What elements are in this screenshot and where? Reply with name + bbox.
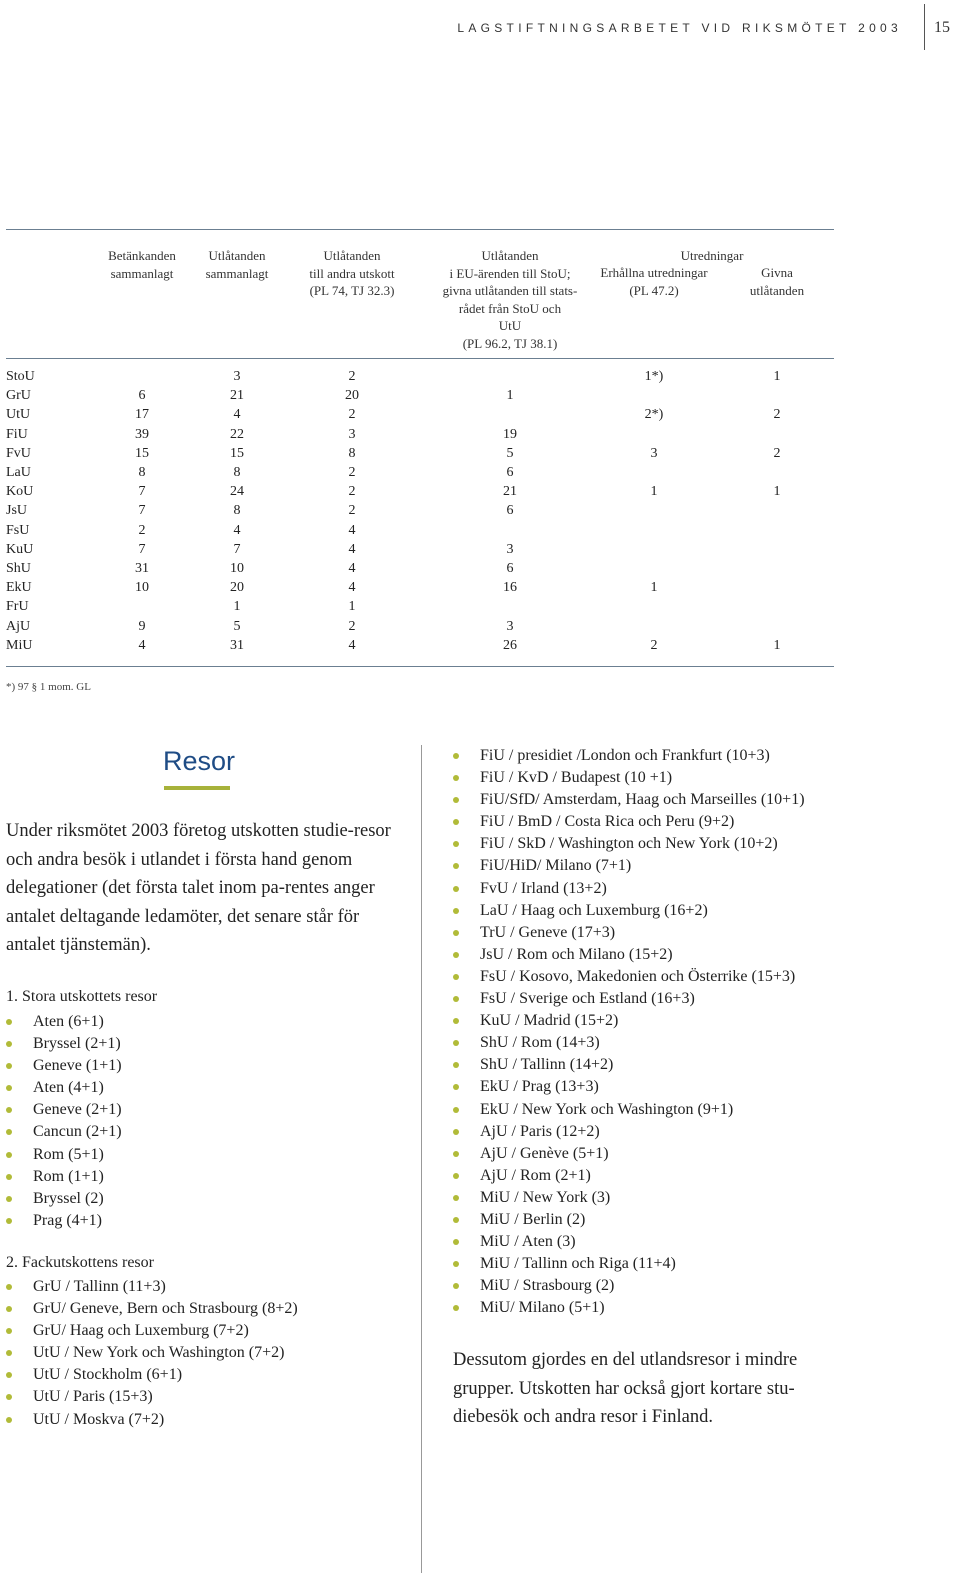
row-committee: LaU (6, 465, 31, 480)
list-item (453, 1253, 805, 1275)
cell-utlatanden: 20 (230, 580, 244, 596)
table-row (0, 407, 840, 426)
cell-utlatanden: 1 (233, 599, 241, 615)
row-committee: GrU (6, 388, 31, 404)
cell-utlatanden-andra-utskott: 2 (348, 465, 356, 480)
cell-givna-utlatanden: 2 (773, 407, 781, 423)
list-item (453, 745, 805, 767)
row-committee: FrU (6, 599, 29, 615)
bullet-icon (6, 1107, 12, 1113)
list-item (453, 1010, 805, 1032)
cell-betankanden: 10 (135, 580, 149, 596)
list-item-text: GrU/ Geneve, Bern och Strasbourg (8+2) (33, 1300, 298, 1318)
table-row (0, 388, 840, 407)
list-item (453, 811, 805, 833)
cell-utlatanden: 15 (230, 445, 244, 461)
cell-utlatanden-eu: 21 (503, 484, 517, 500)
list-item-text: FvU / Irland (13+2) (480, 879, 607, 897)
list-item-text: EkU / New York och Washington (9+1) (480, 1100, 734, 1118)
list-item-text: MiU/ Milano (5+1) (480, 1299, 605, 1317)
cell-utlatanden-eu: 6 (506, 503, 514, 519)
table-row (0, 638, 840, 657)
list-item-text: FiU / SkD / Washington och New York (10+2) (480, 835, 778, 853)
list-item-text: AjU / Rom (2+1) (480, 1166, 591, 1184)
cell-utlatanden: 21 (230, 388, 244, 404)
list-item (453, 1275, 805, 1297)
bullet-icon (453, 974, 459, 980)
list-item (6, 1099, 122, 1121)
stora-utskottets-heading: 1. Stora utskottets resor (6, 988, 158, 1005)
cell-utlatanden-andra-utskott: 2 (348, 484, 356, 500)
list-item-text: GrU / Tallinn (11+3) (33, 1278, 166, 1295)
list-item (453, 1297, 805, 1319)
section-title: Resor (163, 746, 236, 776)
table-header-rule (6, 358, 834, 359)
cell-utlatanden-andra-utskott: 2 (348, 369, 356, 384)
list-item (6, 1011, 122, 1033)
list-item (453, 789, 805, 811)
bullet-icon (453, 930, 459, 936)
list-item-text: AjU / Genève (5+1) (480, 1144, 609, 1162)
bullet-icon (6, 1174, 12, 1180)
cell-utlatanden-andra-utskott: 20 (345, 388, 359, 404)
cell-utlatanden: 5 (233, 618, 241, 634)
bullet-icon (453, 1261, 459, 1267)
cell-erhallna-utredningar: 3 (650, 445, 658, 461)
cell-utlatanden-andra-utskott: 4 (348, 580, 356, 596)
cell-utlatanden-eu: 6 (506, 465, 514, 480)
list-item (453, 1099, 805, 1121)
table-row (0, 484, 840, 503)
list-item-text: FiU / KvD / Budapest (10 +1) (480, 769, 673, 787)
bullet-icon (453, 1018, 459, 1024)
bullet-icon (453, 1151, 459, 1157)
table-row (0, 503, 840, 522)
list-item (453, 922, 805, 944)
bullet-icon (6, 1394, 12, 1400)
cell-utlatanden: 7 (233, 541, 241, 557)
cell-utlatanden-eu: 3 (506, 618, 514, 634)
list-item-text: FiU / BmD / Costa Rica och Peru (9+2) (480, 813, 735, 831)
bullet-icon (453, 797, 459, 803)
cell-utlatanden-andra-utskott: 2 (348, 618, 356, 634)
list-item-text: UtU / Stockholm (6+1) (33, 1366, 183, 1384)
cell-utlatanden-andra-utskott: 2 (348, 503, 356, 519)
list-item (6, 1121, 122, 1143)
table-row (0, 580, 840, 599)
cell-utlatanden: 8 (233, 503, 241, 519)
row-committee: KoU (6, 484, 34, 500)
list-item-text: EkU / Prag (13+3) (480, 1078, 599, 1096)
list-item-text: Cancun (2+1) (33, 1123, 122, 1141)
list-item-text: FsU / Sverige och Estland (16+3) (480, 990, 695, 1008)
cell-utlatanden-eu: 26 (503, 637, 517, 653)
list-item (453, 1143, 805, 1165)
list-item-text: Aten (6+1) (33, 1013, 104, 1030)
bullet-icon (6, 1041, 12, 1047)
bullet-icon (6, 1218, 12, 1224)
bullet-icon (453, 1217, 459, 1223)
list-item (6, 1342, 298, 1364)
table-row (0, 599, 840, 618)
cell-utlatanden-eu: 19 (503, 426, 517, 442)
bullet-icon (6, 1328, 12, 1334)
list-item (6, 1320, 298, 1342)
list-item (6, 1386, 298, 1408)
bullet-icon (453, 996, 459, 1002)
row-committee: EkU (6, 580, 32, 596)
cell-betankanden: 15 (135, 445, 149, 461)
list-item-text: FiU/HiD/ Milano (7+1) (480, 857, 632, 875)
cell-givna-utlatanden: 1 (773, 484, 781, 500)
bullet-icon (453, 863, 459, 869)
bullet-icon (453, 819, 459, 825)
cell-betankanden: 6 (138, 388, 146, 404)
bullet-icon (453, 775, 459, 781)
cell-betankanden: 9 (138, 618, 146, 634)
list-item (453, 1032, 805, 1054)
list-item (453, 855, 805, 877)
intro-paragraph: Under riksmötet 2003 företog utskotten studie-resor och andra besök i utlandet i första hand genom delegationer (det första talet inom pa-rentes anger antalet deltagande ledamöter, det senare står för antalet tjänstemän). (6, 821, 391, 955)
bullet-icon (6, 1152, 12, 1158)
cell-utlatanden: 3 (233, 369, 241, 384)
cell-utlatanden: 10 (230, 561, 244, 576)
bullet-icon (6, 1129, 12, 1135)
list-item-text: FsU / Kosovo, Makedonien och Österrike (15+3) (480, 967, 796, 985)
list-item-text: Bryssel (2) (33, 1189, 104, 1207)
cell-erhallna-utredningar: 1 (650, 484, 658, 500)
bullet-icon (453, 1305, 459, 1311)
cell-utlatanden-andra-utskott: 4 (348, 522, 356, 538)
table-row (0, 561, 840, 580)
row-committee: FvU (6, 445, 31, 461)
list-item-text: MiU / New York (3) (480, 1188, 611, 1206)
table-row (0, 619, 840, 638)
list-item (6, 1144, 122, 1166)
cell-utlatanden-andra-utskott: 4 (348, 541, 356, 557)
column-header-utlatanden-eu: Utlåtanden i EU-ärenden till StoU; givna utlåtanden till stats- rådet från StoU och UtU (PL 96.2, TJ 38.1) (442, 248, 578, 351)
cell-erhallna-utredningar: 2*) (644, 407, 664, 423)
list-item (6, 1364, 298, 1386)
list-item-text: LaU / Haag och Luxemburg (16+2) (480, 901, 708, 919)
bullet-icon (453, 952, 459, 958)
list-item-text: Bryssel (2+1) (33, 1035, 121, 1053)
row-committee: AjU (6, 618, 31, 634)
list-item (453, 900, 805, 922)
bullet-icon (6, 1350, 12, 1356)
bullet-icon (6, 1417, 12, 1423)
cell-givna-utlatanden: 2 (773, 445, 781, 461)
bullet-icon (453, 1283, 459, 1289)
cell-utlatanden-eu: 3 (506, 541, 514, 557)
bullet-icon (6, 1196, 12, 1202)
cell-betankanden: 39 (135, 426, 149, 442)
table-row (0, 446, 840, 465)
bullet-icon (453, 1129, 459, 1135)
row-committee: UtU (6, 407, 31, 423)
bullet-icon (6, 1372, 12, 1378)
list-item (453, 966, 805, 988)
list-item (6, 1188, 122, 1210)
list-item-text: MiU / Berlin (2) (480, 1210, 586, 1228)
list-item-text: GrU/ Haag och Luxemburg (7+2) (33, 1322, 249, 1340)
bullet-icon (453, 1173, 459, 1179)
stora-utskottets-list (6, 1011, 122, 1232)
table-bottom-rule (6, 666, 834, 667)
list-item (453, 1054, 805, 1076)
cell-utlatanden-eu: 16 (503, 580, 517, 596)
cell-betankanden: 31 (135, 561, 149, 576)
cell-utlatanden: 8 (233, 465, 241, 480)
header-divider (924, 4, 925, 50)
list-item-text: TrU / Geneve (17+3) (480, 923, 616, 941)
list-item-text: Prag (4+1) (33, 1211, 103, 1229)
table-row (0, 369, 840, 388)
bullet-icon (453, 841, 459, 847)
bullet-icon (453, 1195, 459, 1201)
cell-erhallna-utredningar: 2 (650, 637, 658, 653)
column-header-betankanden: Betänkanden sammanlagt (108, 248, 176, 281)
row-committee: MiU (6, 637, 33, 653)
list-item-text: Geneve (2+1) (33, 1101, 122, 1119)
list-item-text: AjU / Paris (12+2) (480, 1122, 600, 1140)
list-item (453, 1076, 805, 1098)
column-header-utredningar-group: Utredningar (680, 248, 744, 263)
list-item-text: ShU / Rom (14+3) (480, 1034, 600, 1052)
list-item-text: UtU / New York och Washington (7+2) (33, 1344, 285, 1362)
column-header-utlatanden: Utlåtanden sammanlagt (205, 248, 269, 281)
cell-utlatanden-eu: 6 (506, 561, 514, 576)
row-committee: FsU (6, 522, 30, 538)
closing-paragraph: Dessutom gjordes en del utlandsresor i mindre grupper. Utskotten har också gjort kortare stu-diebesök och andra resor i Finland. (453, 1350, 798, 1427)
bullet-icon (6, 1085, 12, 1091)
list-item (6, 1033, 122, 1055)
cell-utlatanden: 4 (233, 522, 241, 538)
list-item (453, 1165, 805, 1187)
list-item-text: FiU / presidiet /London och Frankfurt (10+3) (480, 747, 770, 764)
column-divider (421, 745, 422, 1573)
bullet-icon (453, 1040, 459, 1046)
bullet-icon (6, 1284, 12, 1290)
cell-betankanden: 7 (138, 503, 146, 519)
cell-utlatanden-andra-utskott: 4 (348, 637, 356, 653)
cell-betankanden: 8 (138, 465, 146, 480)
cell-utlatanden-andra-utskott: 3 (348, 426, 356, 442)
bullet-icon (453, 1107, 459, 1113)
list-item (6, 1077, 122, 1099)
list-item (6, 1409, 298, 1431)
fackutskottens-heading: 2. Fackutskottens resor (6, 1254, 154, 1271)
cell-utlatanden-andra-utskott: 4 (348, 561, 356, 576)
list-item-text: FiU/SfD/ Amsterdam, Haag och Marseilles (10+1) (480, 791, 805, 809)
page-number: 15 (934, 19, 950, 36)
fackutskottens-list-left (6, 1276, 298, 1431)
table-footnote: *) 97 § 1 mom. GL (6, 681, 91, 693)
cell-utlatanden-andra-utskott: 1 (348, 599, 356, 615)
bullet-icon (453, 753, 459, 759)
list-item (453, 944, 805, 966)
list-item-text: MiU / Strasbourg (2) (480, 1277, 615, 1295)
cell-utlatanden-eu: 5 (506, 445, 514, 461)
bullet-icon (6, 1019, 12, 1025)
list-item (453, 767, 805, 789)
column-header-givna-utlatanden: Givna utlåtanden (749, 265, 805, 298)
list-item (6, 1210, 122, 1232)
bullet-icon (453, 908, 459, 914)
list-item (6, 1055, 122, 1077)
bullet-icon (453, 1239, 459, 1245)
fackutskottens-list-right (453, 745, 805, 1319)
list-item (453, 833, 805, 855)
list-item-text: UtU / Paris (15+3) (33, 1388, 153, 1406)
cell-betankanden: 17 (135, 407, 149, 423)
cell-givna-utlatanden: 1 (773, 369, 781, 384)
list-item-text: Geneve (1+1) (33, 1057, 122, 1075)
list-item (453, 988, 805, 1010)
column-header-utlatanden-andra-utskott: Utlåtanden till andra utskott (PL 74, TJ 32.3) (309, 248, 395, 298)
list-item (6, 1166, 122, 1188)
cell-erhallna-utredningar: 1*) (644, 369, 664, 384)
list-item-text: ShU / Tallinn (14+2) (480, 1056, 614, 1074)
list-item-text: MiU / Aten (3) (480, 1233, 576, 1251)
list-item (453, 878, 805, 900)
cell-betankanden: 7 (138, 541, 146, 557)
list-item (453, 1187, 805, 1209)
table-top-rule (6, 229, 834, 230)
cell-utlatanden: 22 (230, 426, 244, 442)
table-row (0, 465, 840, 484)
cell-utlatanden-andra-utskott: 8 (348, 445, 356, 461)
row-committee: StoU (6, 369, 35, 384)
table-row (0, 427, 840, 446)
list-item (453, 1209, 805, 1231)
cell-utlatanden: 31 (230, 637, 244, 653)
list-item-text: Rom (5+1) (33, 1145, 104, 1163)
section-title-underline (164, 786, 230, 790)
list-item-text: UtU / Moskva (7+2) (33, 1410, 165, 1428)
bullet-icon (6, 1306, 12, 1312)
list-item-text: Rom (1+1) (33, 1167, 104, 1185)
bullet-icon (453, 1062, 459, 1068)
cell-utlatanden: 4 (233, 407, 241, 423)
running-header-title: LAGSTIFTNINGSARBETET VID RIKSMÖTET 2003 (457, 21, 902, 35)
list-item (6, 1276, 298, 1298)
bullet-icon (6, 1063, 12, 1069)
cell-betankanden: 2 (138, 522, 146, 538)
row-committee: ShU (6, 561, 31, 576)
row-committee: JsU (6, 503, 28, 519)
list-item (453, 1121, 805, 1143)
list-item-text: KuU / Madrid (15+2) (480, 1012, 619, 1030)
table-row (0, 523, 840, 542)
bullet-icon (453, 886, 459, 892)
cell-givna-utlatanden: 1 (773, 637, 781, 653)
cell-utlatanden: 24 (230, 484, 244, 500)
cell-utlatanden-andra-utskott: 2 (348, 407, 356, 423)
cell-betankanden: 7 (138, 484, 146, 500)
bullet-icon (453, 1084, 459, 1090)
column-header-erhallna-utredningar: Erhållna utredningar (PL 47.2) (600, 265, 708, 298)
list-item-text: JsU / Rom och Milano (15+2) (480, 945, 673, 963)
row-committee: FiU (6, 426, 28, 442)
list-item (6, 1298, 298, 1320)
list-item-text: Aten (4+1) (33, 1079, 104, 1097)
list-item (453, 1231, 805, 1253)
cell-erhallna-utredningar: 1 (650, 580, 658, 596)
table-row (0, 542, 840, 561)
row-committee: KuU (6, 541, 34, 557)
list-item-text: MiU / Tallinn och Riga (11+4) (480, 1255, 676, 1273)
cell-utlatanden-eu: 1 (506, 388, 514, 404)
cell-betankanden: 4 (138, 637, 146, 653)
